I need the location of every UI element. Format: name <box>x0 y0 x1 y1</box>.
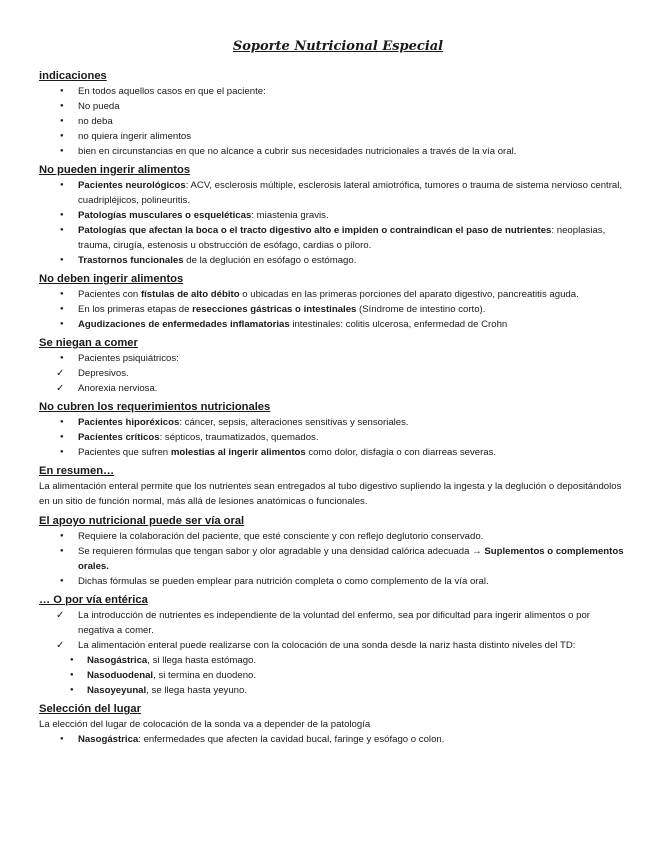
list-item: ✓ Anorexia nerviosa. <box>39 381 627 396</box>
list-item: ● Pacientes psiquiátricos: <box>39 351 627 366</box>
list-no-cubren <box>39 415 627 460</box>
list-item: ● Requiere la colaboración del paciente, que esté consciente y con reflejo deglutorio conservado. <box>39 529 627 544</box>
list-item: ● No pueda <box>39 99 627 114</box>
page-title: Soporte Nutricional Especial <box>232 39 444 54</box>
list-no-pueden <box>39 178 627 268</box>
list-item: ● Nasoduodenal, si termina en duodeno. <box>39 668 627 683</box>
heading-no-pueden: No pueden ingerir alimentos <box>39 164 191 176</box>
list-item: ● Pacientes que sufren molestias al ingerir alimentos como dolor, disfagia o con diarreas severas. <box>39 445 627 460</box>
list-item: ● Pacientes críticos: sépticos, traumatizados, quemados. <box>39 430 627 445</box>
list-item: ● Pacientes con fístulas de alto débito o ubicadas en las primeras porciones del aparato digestivo, pancreatitis aguda. <box>39 287 627 302</box>
list-item: ● En todos aquellos casos en que el paciente: <box>39 84 627 99</box>
list-no-deben <box>39 287 627 332</box>
list-item: ● Trastornos funcionales de la deglución en esófago o estómago. <box>39 253 627 268</box>
list-item: ● Nasogástrica: enfermedades que afecten la cavidad bucal, faringe y esófago o colon. <box>39 732 627 747</box>
list-apoyo <box>39 529 627 589</box>
seleccion-paragraph: La elección del lugar de colocación de la sonda va a depender de la patología <box>39 719 371 730</box>
list-indicaciones <box>39 84 627 159</box>
list-item: ● no deba <box>39 114 627 129</box>
heading-apoyo: El apoyo nutricional puede ser vía oral <box>39 515 245 527</box>
list-item: ✓ La introducción de nutrientes es independiente de la voluntad del enfermo, sea por dificultad para ingerir alimentos o por negativa a comer. <box>39 608 627 638</box>
heading-no-deben: No deben ingerir alimentos <box>39 273 184 285</box>
arrow-icon: → <box>472 546 482 557</box>
list-item: ● En los primeras etapas de resecciones gástricas o intestinales (Síndrome de intestino corto). <box>39 302 627 317</box>
list-item: ● Pacientes neurológicos: ACV, esclerosis múltiple, esclerosis lateral amiotrófica, tumores o trauma de sistema nervioso central, cuadripléjicos, polineuritis. <box>39 178 627 208</box>
list-item: ● Pacientes hiporéxicos: cáncer, sepsis, alteraciones sensitivas y sensoriales. <box>39 415 627 430</box>
resumen-paragraph: La alimentación enteral permite que los nutrientes sean entregados al tubo digestivo supliendo la ingesta y la deglución o depositándolos en un sitio de función normal, más allá de lesiones anatómicas o funcionales. <box>39 481 622 507</box>
list-item: ● Nasogástrica, si llega hasta estómago. <box>39 653 627 668</box>
heading-indicaciones: indicaciones <box>39 70 107 82</box>
list-item: ● Se requieren fórmulas que tengan sabor y olor agradable y una densidad calórica adecuada → Suplementos o complementos orales. <box>39 544 627 574</box>
list-se-niegan <box>39 351 627 366</box>
list-item: ● bien en circunstancias en que no alcance a cubrir sus necesidades nutricionales a través de la vía oral. <box>39 144 627 159</box>
list-enterica <box>39 608 627 653</box>
list-item: ● no quiera ingerir alimentos <box>39 129 627 144</box>
list-item: ✓ Depresivos. <box>39 366 627 381</box>
heading-resumen: En resumen… <box>39 465 115 477</box>
sublist-sondas <box>39 653 627 698</box>
list-item: ● Dichas fórmulas se pueden emplear para nutrición completa o como complemento de la vía oral. <box>39 574 627 589</box>
heading-no-cubren: No cubren los requerimientos nutricionales <box>39 401 271 413</box>
list-item: ● Patologías que afectan la boca o el tracto digestivo alto e impiden o contraindican el paso de nutrientes: neoplasias, trauma, cirugía, estenosis u obstrucción de esófago, cardias o píloro. <box>39 223 627 253</box>
list-item: ● Patologías musculares o esqueléticas: miastenia gravis. <box>39 208 627 223</box>
list-item: ✓ La alimentación enteral puede realizarse con la colocación de una sonda desde la nariz hasta distinto niveles del TD: <box>39 638 627 653</box>
heading-se-niegan: Se niegan a comer <box>39 337 138 349</box>
sublist-se-niegan <box>39 366 627 396</box>
list-seleccion <box>39 732 627 747</box>
heading-seleccion: Selección del lugar <box>39 703 141 715</box>
list-item: ● Agudizaciones de enfermedades inflamatorias intestinales: colitis ulcerosa, enfermedad de Crohn <box>39 317 627 332</box>
heading-enterica: … O por vía entérica <box>39 594 148 606</box>
list-item: ● Nasoyeyunal, se llega hasta yeyuno. <box>39 683 627 698</box>
